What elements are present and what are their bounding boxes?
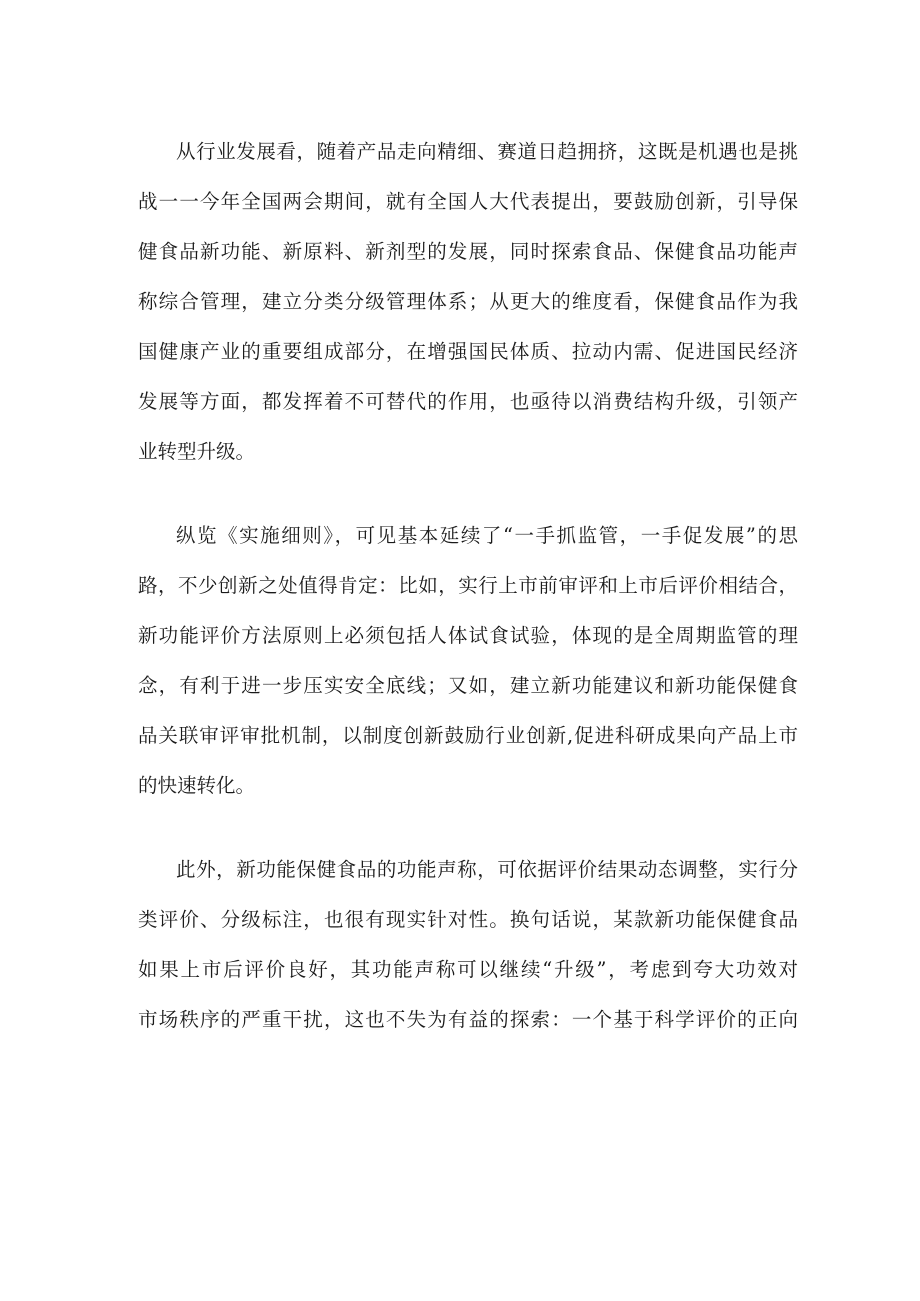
paragraph-1: [138, 136, 798, 486]
text-line: 发展等方面，都发挥着不可替代的作用，也亟待以消费结构升级，引领产: [138, 390, 798, 413]
text-line: 类评价、分级标注，也很有现实针对性。换句话说，某款新功能保健食品: [138, 908, 798, 931]
paragraph-2: [138, 520, 798, 820]
text-line: 路，不少创新之处值得肯定：比如，实行上市前审评和上市后评价相结合，: [138, 574, 798, 597]
paragraph-spacer: [138, 486, 798, 520]
text-line: 健食品新功能、新原料、新剂型的发展，同时探索食品、保健食品功能声: [138, 240, 798, 263]
text-line: 国健康产业的重要组成部分，在增强国民体质、拉动内需、促进国民经济: [138, 340, 798, 363]
document-body: [138, 136, 798, 1054]
text-line: 从行业发展看，随着产品走向精细、赛道日趋拥挤，这既是机遇也是挑: [176, 140, 798, 163]
text-line: 业转型升级。: [138, 440, 256, 463]
paragraph-spacer: [138, 820, 798, 854]
text-line: 品关联审评审批机制，以制度创新鼓励行业创新,促进科研成果向产品上市: [138, 724, 798, 747]
text-line: 的快速转化。: [138, 774, 256, 797]
text-line: 念，有利于进一步压实安全底线；又如，建立新功能建议和新功能保健食: [138, 674, 798, 697]
text-line: 新功能评价方法原则上必须包括人体试食试验，体现的是全周期监管的理: [138, 624, 798, 647]
text-line: 市场秩序的严重干扰，这也不失为有益的探索：一个基于科学评价的正向: [138, 1008, 798, 1031]
text-line: 战一一今年全国两会期间，就有全国人大代表提出，要鼓励创新，引导保: [138, 190, 798, 213]
text-line: 此外，新功能保健食品的功能声称，可依据评价结果动态调整，实行分: [176, 858, 798, 881]
paragraph-3: [138, 854, 798, 1054]
text-line: 纵览《实施细则》，可见基本延续了“一手抓监管，一手促发展”的思: [176, 524, 798, 547]
text-line: 称综合管理，建立分类分级管理体系；从更大的维度看，保健食品作为我: [138, 290, 798, 313]
text-line: 如果上市后评价良好，其功能声称可以继续“升级”，考虑到夸大功效对: [138, 958, 798, 981]
